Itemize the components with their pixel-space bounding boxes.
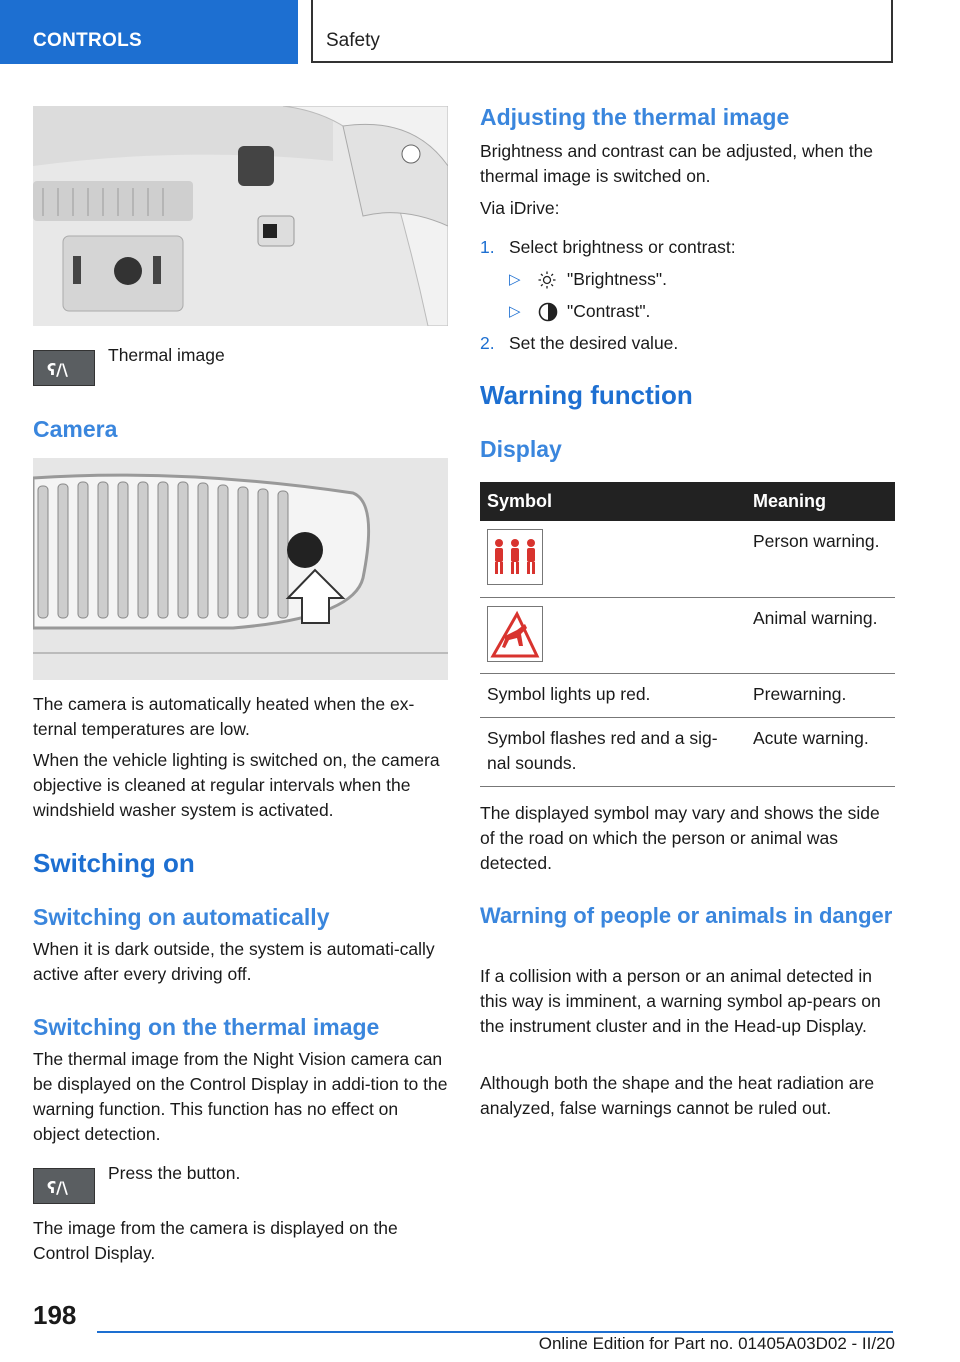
table-cell-symbol [480,597,746,673]
page-number: 198 [33,1300,77,1330]
display-heading: Display [480,436,562,462]
section-tab [0,0,298,64]
table-row [480,597,895,673]
danger-paragraph-1: If a collision with a person or an animal detected in this way is imminent, a warning symbol ap-pears on the instrument cluster and in the Head-up Display. [480,966,881,1036]
table-cell-symbol: Symbol flashes red and a sig-nal sounds. [480,717,746,786]
svg-text:ʕ/\: ʕ/\ [47,1178,68,1197]
table-cell-meaning: Prewarning. [746,673,895,717]
danger-paragraph-2: Although both the shape and the heat radiation are analyzed, false warnings cannot be ruled out. [480,1073,875,1118]
step-2-number: 2. [480,333,495,353]
table-cell-symbol [480,521,746,597]
svg-text:ʕ/\: ʕ/\ [47,360,68,379]
press-button-text: Press the button. [108,1163,241,1183]
animal-warning-icon [487,606,543,662]
night-vision-button-icon [33,350,95,386]
step-1-text: Select brightness or contrast: [509,237,736,257]
step-1-number: 1. [480,237,495,257]
person-warning-icon [487,529,543,585]
automatic-paragraph: When it is dark outside, the system is automati-cally active after every driving off. [33,939,435,984]
step-2-text: Set the desired value. [509,333,679,353]
adjusting-heading: Adjusting the thermal image [480,104,790,130]
brightness-option: "Brightness". [567,269,667,289]
dashboard-illustration [33,106,448,326]
table-row [480,521,895,597]
warning-function-heading: Warning function [480,380,693,410]
switching-on-thermal-heading: Switching on the thermal image [33,1014,380,1040]
table-cell-meaning: Animal warning. [746,597,895,673]
adjusting-paragraph: Brightness and contrast can be adjusted, when the thermal image is switched on. [480,141,874,186]
switching-on-heading: Switching on [33,848,195,878]
table-cell-meaning: Acute warning. [746,717,895,786]
table-cell-meaning: Person warning. [746,521,895,597]
table-row [480,717,895,786]
brightness-icon [538,271,556,289]
switching-on-automatically-heading: Switching on automatically [33,904,330,930]
contrast-option: "Contrast". [567,301,651,321]
camera-heading: Camera [33,416,118,442]
thermal-image-caption: Thermal image [108,345,225,365]
section-title: CONTROLS [33,30,143,51]
via-idrive: Via iDrive: [480,198,560,218]
symbol-column-header: Symbol [480,482,746,521]
bullet-2: ▷ [509,303,521,320]
camera-paragraph-1: The camera is automatically heated when the ex-ternal temperatures are low. [33,694,415,739]
symbol-variation-paragraph: The displayed symbol may vary and shows the side of the road on which the person or animal was detected. [480,803,880,873]
thermal-paragraph: The thermal image from the Night Vision camera can be displayed on the Control Display in addi-tion to the warning function. This function has no effect on object detection. [33,1049,448,1144]
meaning-column-header: Meaning [746,482,895,521]
danger-heading: Warning of people or animals in danger [480,903,893,928]
edition-note: Online Edition for Part no. 01405A03D02 - II/20 [538,1334,895,1353]
table-row [480,673,895,717]
result-paragraph: The image from the camera is displayed on the Control Display. [33,1218,398,1263]
table-cell-symbol: Symbol lights up red. [480,673,746,717]
bullet-1: ▷ [509,271,521,288]
chapter-title: Safety [326,30,380,51]
camera-paragraph-2: When the vehicle lighting is switched on, the camera objective is cleaned at regular intervals when the windshield washer system is activated. [33,750,440,820]
grille-camera-illustration [33,458,448,680]
contrast-icon [538,302,558,322]
footer-rule [97,1331,893,1333]
table-header-row [480,482,895,521]
warning-symbol-table [480,482,895,787]
chapter-tab [311,0,893,63]
night-vision-button-icon-2 [33,1168,95,1204]
